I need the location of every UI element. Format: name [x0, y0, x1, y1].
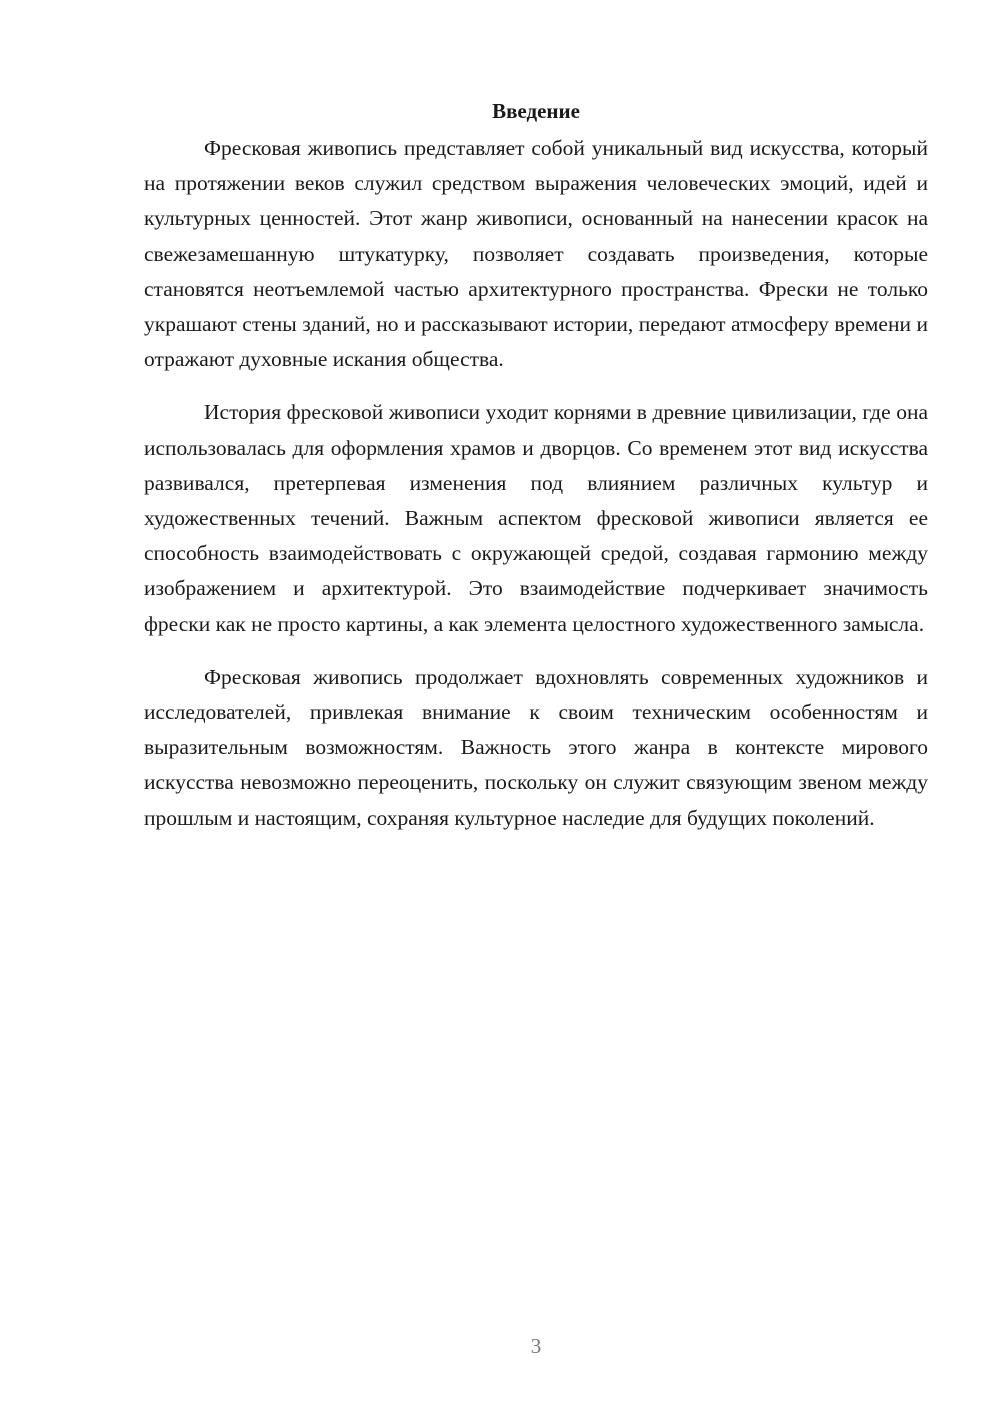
paragraph-3: Фресковая живопись продолжает вдохновлять современных художников и исследователей, привлекая внимание к своим техническим особенностям и выразительным возможностям. Важность этого жанра в контексте мирового искусства невозможно переоценить, поскольку он служит связующим звеном между прошлым и настоящим, сохраняя культурное наследие для будущих поколений. — [144, 664, 928, 830]
paragraph-1: Фресковая живопись представляет собой уникальный вид искусства, который на протяжении веков служил средством выражения человеческих эмоций, идей и культурных ценностей. Этот жанр живописи, основанный на нанесении красок на свежезамешанную штукатурку, позволяет создавать произведения, которые становятся неотъемлемой частью архитектурного пространства. Фрески не только украшают стены зданий, но и рассказывают истории, передают атмосферу времени и отражают духовные искания общества. — [144, 136, 928, 372]
paragraph-2: История фресковой живописи уходит корнями в древние цивилизации, где она использовалась для оформления храмов и дворцов. Со временем этот вид искусства развивался, претерпевая изменения под влиянием различных культур и художественных течений. Важным аспектом фресковой живописи является ее способность взаимодействовать с окружающей средой, создавая гармонию между изображением и архитектурой. Это взаимодействие подчеркивает значимость фрески как не просто картины, а как элемента целостного художественного замысла. — [144, 400, 928, 636]
page-number: 3 — [530, 1334, 542, 1358]
section-heading: Введение — [492, 99, 580, 123]
document-body — [144, 96, 928, 854]
